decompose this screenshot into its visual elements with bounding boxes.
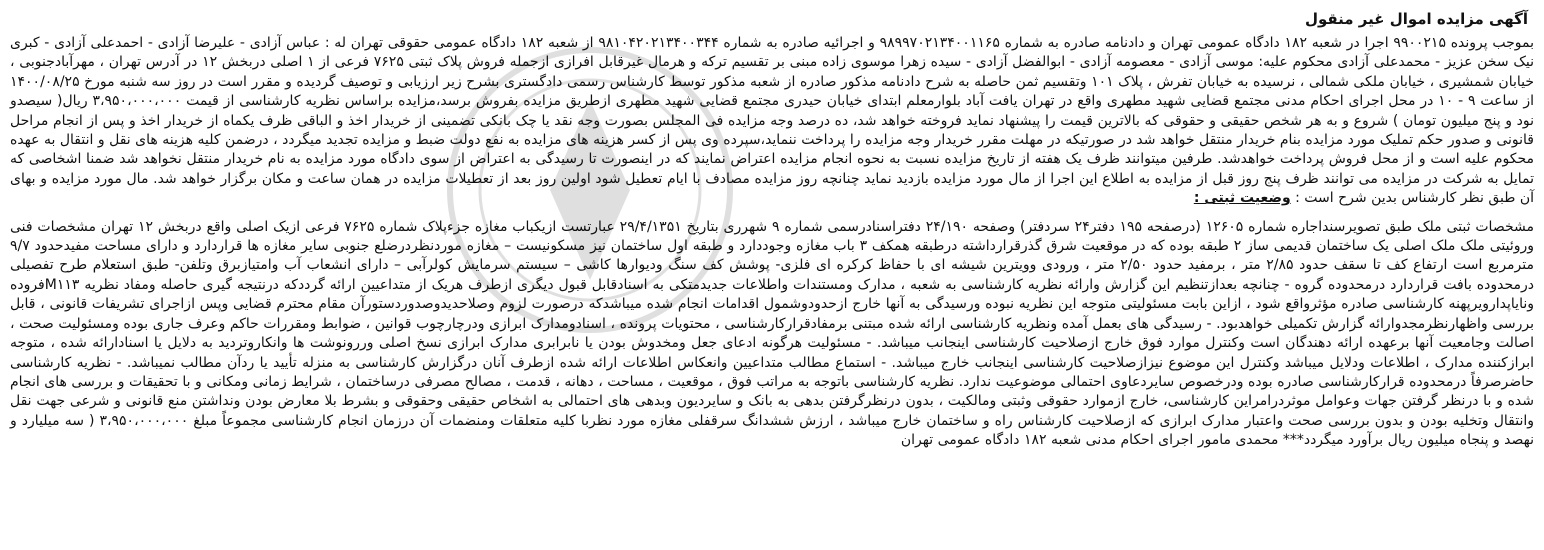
notice-paragraph-registration: مشخصات ثبتی ملک طبق تصویرسنداجاره شماره ۱۲۶۰۵ (درصفحه ۱۹۵ دفتر۲۴ سردفتر) وصفحه ۲۴/۱۹۰ دفتراسنادرسمی شماره ۹ شهرری بتاریخ ۲۹/۴/۱۳۵۱ عبارتست ازیکباب مغازه جزءپلاک شماره ۷۶۲۵ فرعی ازیک اصلی واقع دربخش ۱۲ تهران مشخصات فنی وروئیتی ملک ملک اصلی یک ساختمان قدیمی ساز ۲ طبقه بوده که در موقعیت شرق گذرقرارداشته درطبقه همکف ۳ باب مغازه وجوددارد و طبقه اول ساختمان نیز مسکونیست – مغازه موردنظردرضلع جنوبی سایر مغازه ها قراردارد و دارای مساحت مفیدحدود ۹/۷ مترمربع است ارتفاع کف تا سقف حدود ۲/۸۵ متر ، برمفید حدود ۲/۵۰ متر ، ورودی وویترین شیشه ای با حفاظ کرکره ای فلزی- پوشش کف سنگ ودیوارها کاشی – سیستم سرمایش کولرآبی – دارای انشعاب آب وامتیازبرق وتلفن- طبق استعلام طرح تفصیلی درمحدوده بافت قراردارد درمحدوده گروه - چنانچه بعدازتنظیم این گزارش وارائه نظریه کارشناسی به شعبه ، مدارک ومستندات واطلاعات جدیدمتکی به اسنادقابل قبول دیگری ازطرف هریک از متداعیین ارائه گرددکه درنتیجه گیری حاصله ومفاد نظریه M۱۱۳فروده ونایاپدارویرپهنه کارشناسی صادره مؤثرواقع شود ، ازاین بابت مسئولیتی متوجه این نظریه نبوده ورسیدگی به آنها خارج ازحدودوشمول اقدامات انجام شده میباشدکه درصورت لزوم وصلاحدیدوصدوردستورآن مقام محترم قضایی وپس ازاجرای تشریفات قانونی ، قابل بررسی واظهارنظرمجدوارائه گزارش تکمیلی خواهدبود. - رسیدگی های بعمل آمده ونظریه کارشناسی ارائه شده مبتنی برمفادقرارکارشناسی ، محتویات پرونده ، اسنادومدارک ابرازی ودرچارچوب قوانین ، ضوابط ومقررات حاکم وعرف جاری بوده ومسئولیت صحت ، اصالت وجامعیت آنها برعهده ارائه دهندگان است وکنترل موارد فوق خارج ازصلاحیت کارشناسی اینجانب میباشد. - مسئولیت هرگونه ادعای جعل ومخدوش بودن یا نابرابری مدارک ابرازی نسخ اصلی وررونوشت ها وانکاروتردید به دلایل یا اسنادارائه شده ، متوجه ابرازکننده مدارک ، اطلاعات ودلایل میباشد وکنترل این موضوع نیزازصلاحیت کارشناسی اینجانب خارج میباشد. - استماع مطالب متداعیین وانعکاس اطلاعات ارائه شده ازطرف آنان درگزارش کارشناسی به منزله تأیید یا ردآن مطالب نمیباشد. - نظریه کارشناسی حاضرصرفاً درمحدوده قرارکارشناسی صادره بوده ودرخصوص سایردعاوی احتمالی موضوعیت ندارد. نظریه کارشناسی باتوجه به مراتب فوق ، موقعیت ، مساحت ، دهانه ، قدمت ، مصالح مصرفی درساختمان ، شرایط زمانی ومکانی و با تحقیقات و بررسی های انجام شده و با درنظر گرفتن جهات وعوامل موثردرامراین کارشناسی، خارج ازموارد حقوقی وثبتی ومالکیت ، بدون درنظرگرفتن بدهی به بانک و سایردیون وبدهی های احتمالی به اشخاص حقیقی وحقوقی و بشرط بلا معارض بودن ونداشتن منع قانونی و شرعی جهت نقل وانتقال وتخلیه بودن و بدون بررسی صحت واعتبار مدارک ابرازی که ازصلاحیت کارشناس راه و ساختمان خارج میباشد ، ارزش ششدانگ سرقفلی مغازه مورد نظربا کلیه متعلقات ومنضمات آن درزمان انجام کارشناسی مجموعاً مبلغ ۳،۹۵۰،۰۰۰،۰۰۰ ( سه میلیارد و نهصد و پنجاه میلیون ریال برآورد میگردد*** محمدی مامور اجرای احکام مدنی شعبه ۱۸۲ دادگاه عمومی تهران xyxy=(10,218,1534,449)
registration-status-heading: وضعیت ثبتی : xyxy=(1193,190,1291,207)
notice-paragraph-main-text: بموجب پرونده ۹۹۰۰۲۱۵ اجرا در شعبه ۱۸۲ دادگاه عمومی تهران و دادنامه صادره به شماره ۹۸۹۹۷۰۲۱۳۴۰۰۱۱۶۵ و اجرائیه صادره به شماره ۹۸۱۰۴۲۰۲۱۳۴۰۰۳۴۴ از شعبه ۱۸۲ دادگاه عمومی حقوقی تهران له : عباس آزادی - علیرضا آزادی - احمدعلی آزادی - کبری نیک سخن عزیز - محمدعلی آزادی محکوم علیه: موسی آزادی - معصومه آزادی - ابوالفضل آزادی - سیده زهرا موسوی زاده مبنی بر تقسیم ترکه و هرمال غیرقابل افرازی ازجمله فروش پلاک ثبتی ۷۶۲۵ فرعی از ۱ اصلی دربخش ۱۲ در آدرس تهران ، مهرآبادجنوبی ، خیابان شمشیری ، خیابان ملکی شمالی ، نرسیده به خیابان تفرش ، پلاک ۱۰۱ وتقسیم ثمن حاصله به شرح دادنامه مذکور صادره از شعبه مذکور توسط کارشناس رسمی دادگستری بشرح زیر ارزیابی و توصیف گردیده و مقرر است در روز سه شنبه مورخ ۱۴۰۰/۰۸/۲۵ از ساعت ۹ - ۱۰ در محل اجرای احکام مدنی مجتمع قضایی شهید مطهری واقع در تهران یافت آباد بلوارمعلم ابتدای خیابان حیدری مجتمع قضایی شهید مطهری ازطریق مزایده بفروش برسد،مزایده براساس نظریه کارشناسی از قیمت ۳،۹۵۰،۰۰۰،۰۰۰ ریال( سیصدو نود و پنج میلیون تومان ) شروع و به هر شخص حقیقی و حقوقی که بالاترین قیمت را پیشنهاد نماید فروخته خواهد شد، ده درصد وجه مزایده فی المجلس بصورت وجه نقد یا چک بانکی تضمینی از خریدار اخذ و الباقی ظرف یکماه از خریدار اخذ و پس از انجام مراحل قانونی و صدور حکم تملیک مورد مزایده بنام خریدار منتقل خواهد شد در صورتیکه در مهلت مقرر خریدار وجه مزایده را پرداخت ننماید،سپرده وی پس از کسر هزینه های مزایده به نفع دولت ضبط و مزایده تجدید میگردد ، درضمن کلیه هزینه های نقل و انتقال به عهده محکوم علیه است و از محل فروش پرداخت خواهدشد. طرفین میتوانند ظرف یک هفته از تاریخ مزایده نسبت به نحوه انجام مزایده اعتراض نمایند که در اینصورت تا رسیدگی به اعتراض از سوی دادگاه مورد مزایده به نام خریدار منتقل نخواهد شد ضمنا اشخاصی که تمایل به شرکت در مزایده می توانند ظرف پنج روز قبل از مزایده به اطلاع این اجرا از مال مورد مزایده بازدید نماید چنانچه روز مزایده مصادف با ایام تعطیل شود اولین روز بعد از تعطیلات مزایده در همان ساعت و مکان برگزار خواهد شد. مال مورد مزایده و بهای آن طبق نظر کارشناس بدین شرح است : xyxy=(10,35,1535,207)
notice-title: آگهی مزایده اموال غیر منقول xyxy=(1304,10,1528,28)
notice-paragraph-main xyxy=(10,34,1534,209)
